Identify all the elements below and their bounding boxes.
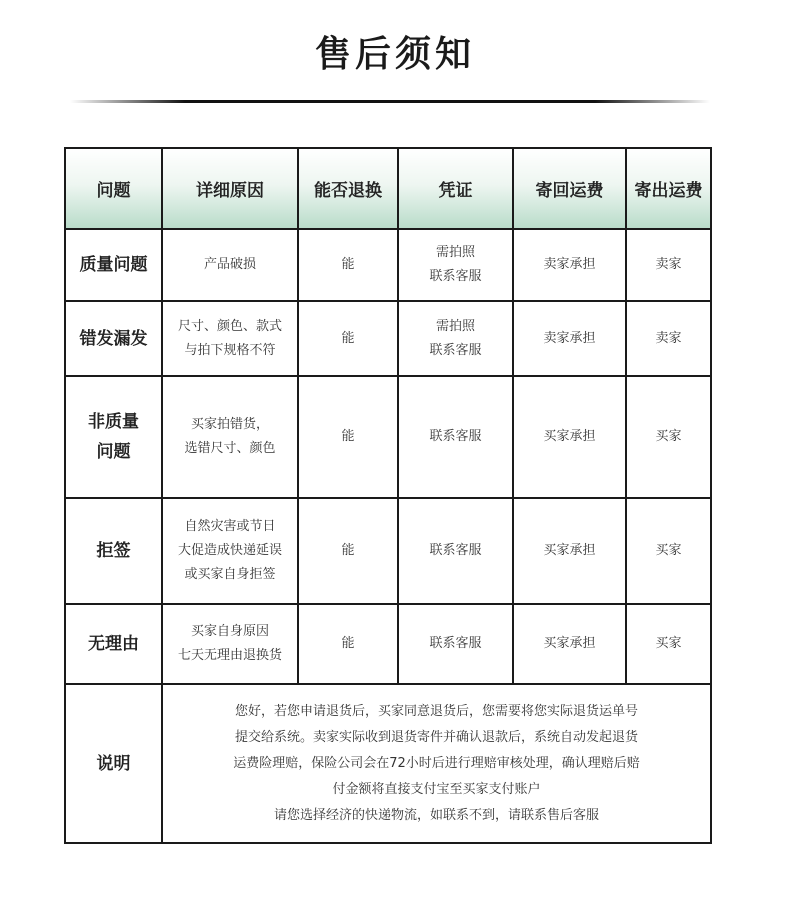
- return-fee-cell: 买家承担: [513, 604, 626, 684]
- issue-text: 错发漏发: [79, 328, 148, 349]
- proof-text: 联系客服: [429, 636, 482, 651]
- issue-cell: [65, 376, 162, 498]
- return-fee-cell: 买家承担: [513, 376, 626, 498]
- reason-cell: [162, 604, 298, 684]
- reason-cell: [162, 229, 298, 301]
- page-title: 售后须知: [314, 34, 475, 75]
- issue-cell: [65, 229, 162, 301]
- proof-text: 需拍照: [435, 245, 475, 260]
- returnable-cell: 能: [298, 604, 398, 684]
- note-label: 说明: [65, 684, 162, 843]
- ship-fee-cell: 买家: [626, 498, 711, 604]
- returnable-cell: 能: [298, 498, 398, 604]
- reason-cell: [162, 301, 298, 376]
- note-line: 付金额将直接支付宝至买家支付账户: [332, 781, 541, 797]
- note-line: 提交给系统。卖家实际收到退货寄件并确认退款后，系统自动发起退货: [234, 729, 638, 745]
- table-row: [65, 301, 711, 376]
- reason-cell: [162, 376, 298, 498]
- returnable-cell: 能: [298, 376, 398, 498]
- proof-cell: [398, 301, 513, 376]
- proof-cell: [398, 229, 513, 301]
- reason-cell: [162, 498, 298, 604]
- reason-text: 或买家自身拒签: [184, 567, 276, 582]
- ship-fee-cell: 买家: [626, 376, 711, 498]
- proof-cell: [398, 376, 513, 498]
- reason-text: 选错尺寸、颜色: [184, 441, 276, 456]
- title-divider: [70, 100, 710, 103]
- issue-text: 拒签: [96, 541, 131, 561]
- after-sales-table: [64, 147, 712, 844]
- returnable-cell: 能: [298, 229, 398, 301]
- return-fee-cell: 卖家承担: [513, 229, 626, 301]
- reason-text: 买家拍错货，: [190, 417, 269, 432]
- proof-text: 需拍照: [435, 318, 475, 334]
- note-row: [65, 684, 711, 843]
- issue-text: 问题: [96, 442, 131, 462]
- reason-text: 买家自身原因: [190, 624, 269, 639]
- reason-text: 大促造成快递延误: [177, 543, 282, 558]
- returnable-cell: 能: [298, 301, 398, 376]
- proof-cell: [398, 498, 513, 604]
- proof-cell: [398, 604, 513, 684]
- header-ship-fee: 寄出运费: [626, 148, 711, 229]
- header-issue: 问题: [65, 148, 162, 229]
- issue-text: 非质量: [88, 412, 139, 432]
- issue-cell: [65, 498, 162, 604]
- proof-text: 联系客服: [429, 269, 482, 284]
- header-return-fee: 寄回运费: [513, 148, 626, 229]
- note-line: 请您选择经济的快递物流，如联系不到，请联系售后客服: [273, 807, 599, 823]
- ship-fee-cell: 卖家: [626, 229, 711, 301]
- note-line: 您好，若您申请退货后，买家同意退货后，您需要将您实际退货运单号: [234, 703, 638, 719]
- table-row: [65, 604, 711, 684]
- reason-text: 尺寸、颜色、款式: [177, 318, 282, 334]
- note-content: [162, 684, 711, 843]
- reason-text: 产品破损: [203, 257, 256, 272]
- table-row: [65, 376, 711, 498]
- table-header-row: [65, 148, 711, 229]
- reason-text: 七天无理由退换货: [177, 648, 282, 663]
- ship-fee-cell: 卖家: [626, 301, 711, 376]
- note-line: 运费险理赔，保险公司会在72小时后进行理赔审核处理，确认理赔后赔: [233, 755, 640, 771]
- proof-text: 联系客服: [429, 342, 482, 358]
- issue-text: 无理由: [88, 634, 139, 654]
- table-row: [65, 498, 711, 604]
- return-fee-cell: 卖家承担: [513, 301, 626, 376]
- ship-fee-cell: 买家: [626, 604, 711, 684]
- issue-cell: [65, 604, 162, 684]
- return-fee-cell: 买家承担: [513, 498, 626, 604]
- header-returnable: 能否退换: [298, 148, 398, 229]
- reason-text: 与拍下规格不符: [184, 342, 276, 358]
- reason-text: 自然灾害或节日: [184, 519, 276, 534]
- after-sales-table-container: [64, 147, 710, 844]
- table-row: [65, 229, 711, 301]
- issue-cell: [65, 301, 162, 376]
- issue-text: 质量问题: [79, 255, 148, 275]
- header-proof: 凭证: [398, 148, 513, 229]
- proof-text: 联系客服: [429, 429, 482, 444]
- proof-text: 联系客服: [429, 543, 482, 558]
- header-reason: 详细原因: [162, 148, 298, 229]
